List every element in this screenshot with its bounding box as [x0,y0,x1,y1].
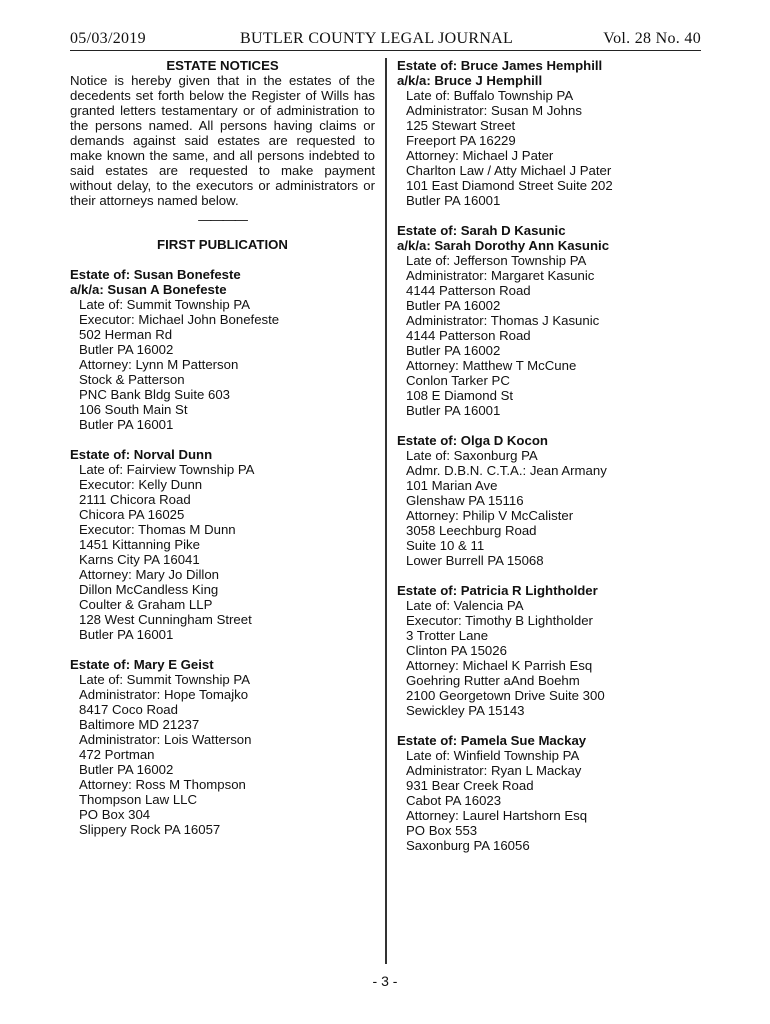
estate-detail-line: Attorney: Mary Jo Dillon [79,567,219,582]
estate-name: Estate of: Susan Bonefeste [70,267,241,282]
estate-detail-line: Coulter & Graham LLP [79,597,213,612]
estate-detail-line: 125 Stewart Street [406,118,516,133]
issue-date: 05/03/2019 [70,30,146,47]
page-number: - 3 - [372,973,398,989]
estate-detail-line: Late of: Saxonburg PA [406,448,538,463]
estate-detail-line: Suite 10 & 11 [406,538,485,553]
estate-detail-line: PO Box 304 [79,807,151,822]
estate-detail-line: 3058 Leechburg Road [406,523,537,538]
notices-intro: Notice is hereby given that in the estates of the decedents set forth below the Register of Wills has granted letters testamentary or of administration to the persons named. All persons having claims or demands against said estates are requested to make known the same, and all persons indebted to said estates are requested to make payment without delay, to the executors or administrators or their attorneys named below. [70,73,375,208]
notices-title: ESTATE NOTICES [166,58,279,73]
estate-detail-line: PO Box 553 [406,823,478,838]
estate-name: Estate of: Bruce James Hemphill [397,58,603,73]
estate-detail-line: Late of: Summit Township PA [79,297,251,312]
estate-detail-line: Conlon Tarker PC [406,373,510,388]
estate-name: Estate of: Norval Dunn [70,447,213,462]
estate-detail-line: 931 Bear Creek Road [406,778,534,793]
estate-detail-line: Dillon McCandless King [79,582,219,597]
estate-notice [70,657,375,837]
estate-detail-line: Attorney: Laurel Hartshorn Esq [406,808,588,823]
estate-detail-line: Attorney: Ross M Thompson [79,777,246,792]
estate-detail-line: Attorney: Lynn M Patterson [79,357,239,372]
estate-detail-line: 502 Herman Rd [79,327,173,342]
estate-detail-line: 8417 Coco Road [79,702,178,717]
estate-detail-line: Charlton Law / Atty Michael J Pater [406,163,612,178]
estate-detail-line: Butler PA 16001 [406,193,501,208]
estate-detail-line: Baltimore MD 21237 [79,717,200,732]
estate-detail-line: Sewickley PA 15143 [406,703,525,718]
estate-detail-line: Late of: Jefferson Township PA [406,253,587,268]
estate-detail-line: Late of: Fairview Township PA [79,462,255,477]
estate-detail-line: Administrator: Susan M Johns [406,103,582,118]
estate-detail-line: 472 Portman [79,747,155,762]
estate-detail-line: Butler PA 16002 [79,342,174,357]
estate-detail-line: 101 East Diamond Street Suite 202 [406,178,613,193]
estate-detail-line: Butler PA 16002 [79,762,174,777]
estate-detail-line: 1451 Kittanning Pike [79,537,200,552]
estate-detail-line: Freeport PA 16229 [406,133,516,148]
estate-detail-line: Goehring Rutter aAnd Boehm [406,673,580,688]
estate-notice [397,223,702,418]
estate-detail-line: Stock & Patterson [79,372,185,387]
estate-detail-line: Chicora PA 16025 [79,507,185,522]
estate-detail-line: Late of: Winfield Township PA [406,748,580,763]
estate-detail-line: Administrator: Ryan L Mackay [406,763,582,778]
estate-detail-line: 108 E Diamond St [406,388,514,403]
estate-detail-line: Executor: Michael John Bonefeste [79,312,280,327]
estate-detail-line: Lower Burrell PA 15068 [406,553,544,568]
estate-name: Estate of: Mary E Geist [70,657,214,672]
right-column [397,58,702,868]
estate-notice [70,267,375,432]
estate-aka: a/k/a: Bruce J Hemphill [397,73,543,88]
estate-detail-line: Butler PA 16001 [406,403,501,418]
estate-name: Estate of: Patricia R Lightholder [397,583,598,598]
estate-aka: a/k/a: Sarah Dorothy Ann Kasunic [397,238,610,253]
estate-detail-line: Late of: Valencia PA [406,598,524,613]
estate-detail-line: Administrator: Hope Tomajko [79,687,249,702]
estate-notice [70,447,375,642]
estate-detail-line: Executor: Timothy B Lightholder [406,613,593,628]
estate-detail-line: Administrator: Lois Watterson [79,732,252,747]
volume-number: Vol. 28 No. 40 [603,30,701,47]
estate-detail-line: 128 West Cunningham Street [79,612,252,627]
estate-detail-line: Administrator: Margaret Kasunic [406,268,595,283]
estate-detail-line: Butler PA 16001 [79,417,174,432]
column-divider [385,58,387,964]
estate-detail-line: 2100 Georgetown Drive Suite 300 [406,688,605,703]
estate-name: Estate of: Pamela Sue Mackay [397,733,587,748]
estate-name: Estate of: Olga D Kocon [397,433,548,448]
left-column [70,58,375,852]
estate-detail-line: Saxonburg PA 16056 [406,838,530,853]
estate-detail-line: Late of: Summit Township PA [79,672,251,687]
estate-notice [397,733,702,853]
section-separator: ———— [198,212,247,227]
estate-detail-line: 106 South Main St [79,402,188,417]
estate-detail-line: Slippery Rock PA 16057 [79,822,221,837]
estate-detail-line: Clinton PA 15026 [406,643,507,658]
estate-detail-line: Cabot PA 16023 [406,793,502,808]
estate-detail-line: 3 Trotter Lane [406,628,489,643]
estate-detail-line: Late of: Buffalo Township PA [406,88,574,103]
estate-notice [397,433,702,568]
estate-detail-line: PNC Bank Bldg Suite 603 [79,387,231,402]
estate-detail-line: Attorney: Philip V McCalister [406,508,574,523]
estate-detail-line: Attorney: Matthew T McCune [406,358,577,373]
right-estates-list [397,58,702,853]
estate-detail-line: Executor: Thomas M Dunn [79,522,236,537]
estate-detail-line: 2111 Chicora Road [79,492,191,507]
estate-notice [397,583,702,718]
estate-detail-line: Attorney: Michael J Pater [406,148,554,163]
estate-detail-line: Butler PA 16001 [79,627,174,642]
estate-name: Estate of: Sarah D Kasunic [397,223,566,238]
estate-detail-line: Admr. D.B.N. C.T.A.: Jean Armany [406,463,607,478]
estate-detail-line: Butler PA 16002 [406,343,501,358]
page-header [70,30,701,52]
estate-notice [397,58,702,208]
estate-detail-line: 4144 Patterson Road [406,283,531,298]
estate-detail-line: Executor: Kelly Dunn [79,477,203,492]
left-estates-list [70,267,375,837]
estate-detail-line: Karns City PA 16041 [79,552,200,567]
estate-detail-line: Attorney: Michael K Parrish Esq [406,658,593,673]
estate-detail-line: Thompson Law LLC [79,792,198,807]
journal-title: BUTLER COUNTY LEGAL JOURNAL [240,30,514,47]
header-rule [70,50,701,51]
section-title: FIRST PUBLICATION [157,237,288,252]
estate-aka: a/k/a: Susan A Bonefeste [70,282,227,297]
estate-detail-line: Butler PA 16002 [406,298,501,313]
estate-detail-line: 4144 Patterson Road [406,328,531,343]
estate-detail-line: Glenshaw PA 15116 [406,493,524,508]
estate-detail-line: 101 Marian Ave [406,478,498,493]
estate-detail-line: Administrator: Thomas J Kasunic [406,313,600,328]
